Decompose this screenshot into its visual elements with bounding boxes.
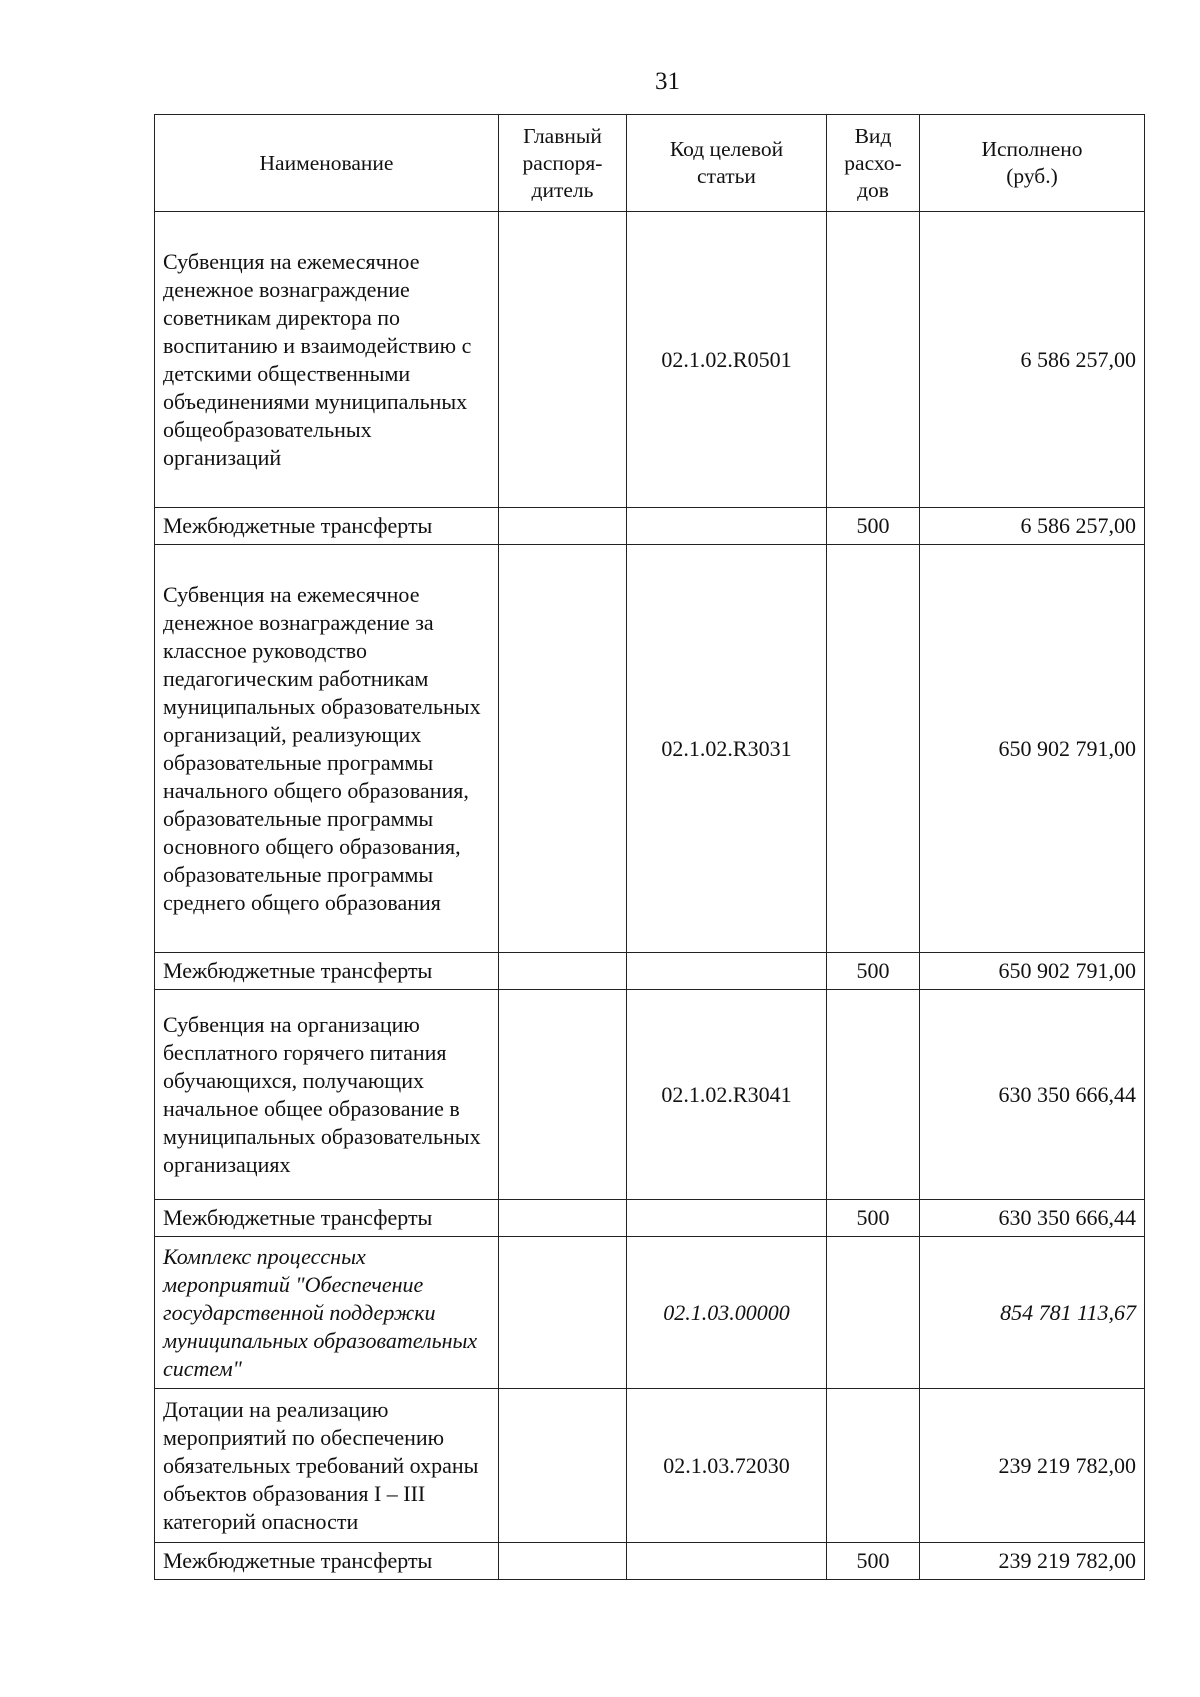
row-name: Комплекс процессных мероприятий "Обеспечение государственной поддержки муниципальных образовательных систем" xyxy=(155,1237,499,1389)
header-executed: Исполнено (руб.) xyxy=(920,115,1145,212)
header-target-code: Код целевой статьи xyxy=(627,115,827,212)
row-main-manager xyxy=(499,508,627,545)
row-expense-type: 500 xyxy=(827,508,920,545)
row-main-manager xyxy=(499,212,627,508)
header-expense-type: Вид расхо- дов xyxy=(827,115,920,212)
row-expense-type xyxy=(827,1237,920,1389)
table-row xyxy=(155,508,1145,545)
table-row xyxy=(155,953,1145,990)
row-name: Субвенция на ежемесячное денежное вознаграждение советникам директора по воспитанию и взаимодействию с детскими общественными объединениями муниципальных общеобразовательных организаций xyxy=(155,212,499,508)
row-name: Межбюджетные трансферты xyxy=(155,1200,499,1237)
page-number: 31 xyxy=(655,68,680,95)
row-expense-type xyxy=(827,212,920,508)
row-main-manager xyxy=(499,545,627,953)
row-expense-type xyxy=(827,1389,920,1543)
row-name: Межбюджетные трансферты xyxy=(155,508,499,545)
header-name: Наименование xyxy=(155,115,499,212)
row-name: Субвенция на организацию бесплатного горячего питания обучающихся, получающих начальное общее образование в муниципальных образовательных организациях xyxy=(155,990,499,1200)
table-row xyxy=(155,1543,1145,1580)
budget-execution-table xyxy=(154,114,1145,1580)
table-header-row xyxy=(155,115,1145,212)
row-name: Субвенция на ежемесячное денежное вознаграждение за классное руководство педагогическим работникам муниципальных образовательных организаций, реализующих образовательные программы начального общего образования, образовательные программы основного общего образования, образовательные программы среднего общего образования xyxy=(155,545,499,953)
row-expense-type: 500 xyxy=(827,953,920,990)
table-row xyxy=(155,212,1145,508)
row-expense-type xyxy=(827,990,920,1200)
row-amount: 630 350 666,44 xyxy=(920,990,1145,1200)
row-amount: 854 781 113,67 xyxy=(920,1237,1145,1389)
row-name: Межбюджетные трансферты xyxy=(155,953,499,990)
row-target-code xyxy=(627,953,827,990)
row-target-code xyxy=(627,508,827,545)
row-main-manager xyxy=(499,1543,627,1580)
row-amount: 650 902 791,00 xyxy=(920,953,1145,990)
table-row xyxy=(155,1200,1145,1237)
row-expense-type: 500 xyxy=(827,1543,920,1580)
row-amount: 239 219 782,00 xyxy=(920,1543,1145,1580)
table-row xyxy=(155,1389,1145,1543)
row-target-code xyxy=(627,1200,827,1237)
header-main-manager: Главный распоря- дитель xyxy=(499,115,627,212)
table-row xyxy=(155,1237,1145,1389)
row-main-manager xyxy=(499,1389,627,1543)
row-target-code: 02.1.03.00000 xyxy=(627,1237,827,1389)
row-main-manager xyxy=(499,1237,627,1389)
row-target-code: 02.1.02.R0501 xyxy=(627,212,827,508)
row-target-code: 02.1.02.R3031 xyxy=(627,545,827,953)
row-name: Межбюджетные трансферты xyxy=(155,1543,499,1580)
row-target-code: 02.1.02.R3041 xyxy=(627,990,827,1200)
row-amount: 239 219 782,00 xyxy=(920,1389,1145,1543)
row-amount: 650 902 791,00 xyxy=(920,545,1145,953)
row-main-manager xyxy=(499,1200,627,1237)
row-main-manager xyxy=(499,990,627,1200)
row-target-code xyxy=(627,1543,827,1580)
row-expense-type xyxy=(827,545,920,953)
row-amount: 6 586 257,00 xyxy=(920,212,1145,508)
row-amount: 630 350 666,44 xyxy=(920,1200,1145,1237)
row-amount: 6 586 257,00 xyxy=(920,508,1145,545)
table-row xyxy=(155,545,1145,953)
row-main-manager xyxy=(499,953,627,990)
row-name: Дотации на реализацию мероприятий по обеспечению обязательных требований охраны объектов образования I – III категорий опасности xyxy=(155,1389,499,1543)
row-target-code: 02.1.03.72030 xyxy=(627,1389,827,1543)
table-row xyxy=(155,990,1145,1200)
row-expense-type: 500 xyxy=(827,1200,920,1237)
